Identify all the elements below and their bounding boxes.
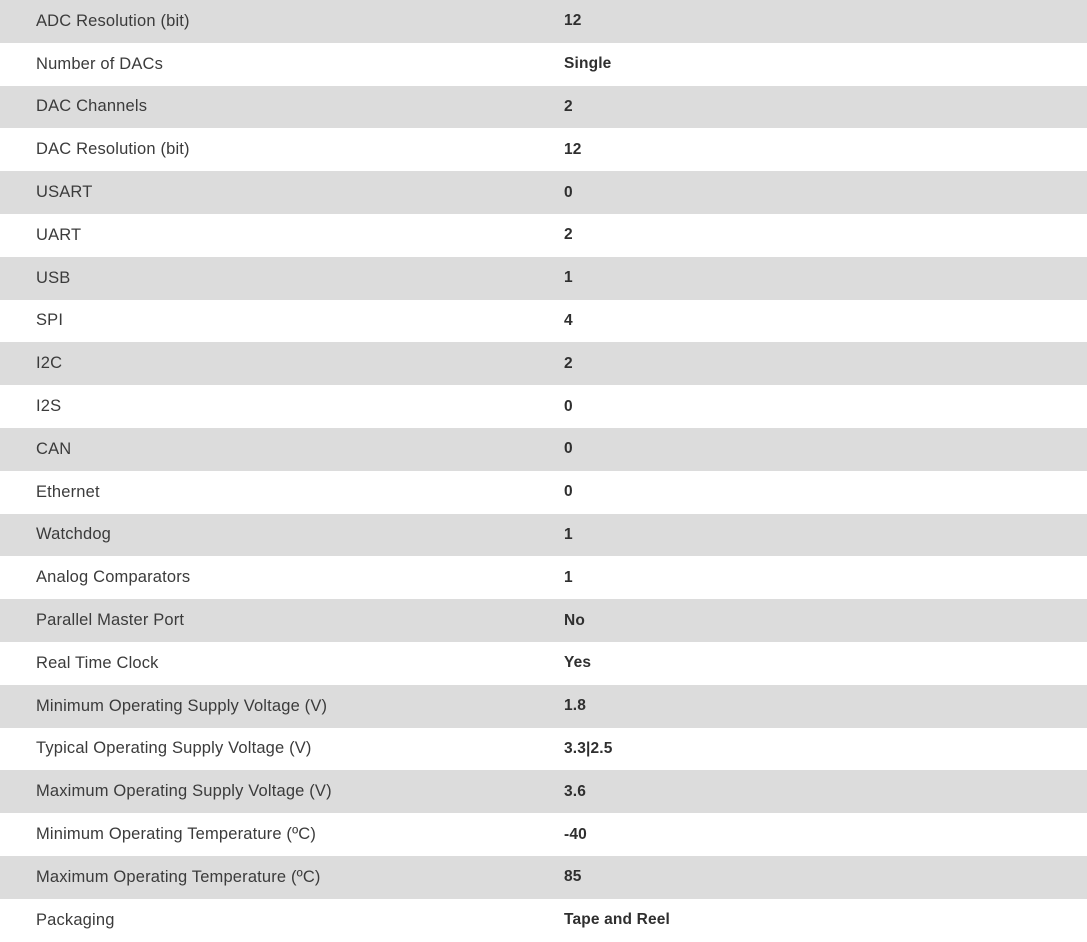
spec-value: 2 [564, 97, 573, 115]
spec-label: SPI [36, 311, 64, 330]
spec-label: Minimum Operating Supply Voltage (V) [36, 696, 328, 715]
spec-value: Yes [564, 654, 592, 672]
table-row [0, 300, 1087, 343]
spec-label: Typical Operating Supply Voltage (V) [36, 739, 312, 758]
table-row [0, 385, 1087, 428]
spec-label: Packaging [36, 910, 115, 929]
spec-value: 4 [564, 311, 573, 329]
table-row [0, 556, 1087, 599]
spec-label: Minimum Operating Temperature (ºC) [36, 825, 317, 844]
spec-label: Watchdog [36, 525, 111, 544]
spec-value: 0 [564, 440, 573, 458]
table-row [0, 856, 1087, 899]
spec-label: Number of DACs [36, 54, 164, 73]
table-row [0, 685, 1087, 728]
table-row [0, 171, 1087, 214]
spec-value: 1.8 [564, 697, 587, 715]
table-row [0, 128, 1087, 171]
spec-label: I2C [36, 354, 63, 373]
spec-value: 2 [564, 226, 573, 244]
spec-label: Ethernet [36, 482, 100, 501]
spec-label: Maximum Operating Supply Voltage (V) [36, 782, 332, 801]
spec-label: I2S [36, 397, 62, 416]
spec-value: 2 [564, 354, 573, 372]
spec-label: Analog Comparators [36, 568, 191, 587]
spec-value: 1 [564, 269, 573, 287]
spec-label: Maximum Operating Temperature (ºC) [36, 867, 321, 886]
table-row [0, 428, 1087, 471]
spec-label: DAC Resolution (bit) [36, 140, 190, 159]
spec-label: DAC Channels [36, 97, 148, 116]
spec-value: 0 [564, 483, 573, 501]
table-row [0, 770, 1087, 813]
spec-value: Tape and Reel [564, 911, 670, 929]
spec-value: 1 [564, 525, 573, 543]
table-row [0, 257, 1087, 300]
spec-value: 12 [564, 12, 582, 30]
spec-value: 0 [564, 183, 573, 201]
spec-label: CAN [36, 439, 72, 458]
table-row [0, 514, 1087, 557]
spec-value: 3.6 [564, 782, 587, 800]
table-row [0, 813, 1087, 856]
spec-value: 1 [564, 568, 573, 586]
spec-label: ADC Resolution (bit) [36, 11, 190, 30]
table-row [0, 471, 1087, 514]
spec-label: Parallel Master Port [36, 611, 185, 630]
spec-value: Single [564, 55, 612, 73]
table-row [0, 642, 1087, 685]
table-row [0, 899, 1087, 942]
spec-value: 85 [564, 868, 582, 886]
table-row [0, 0, 1087, 43]
table-row [0, 86, 1087, 129]
spec-value: 0 [564, 397, 573, 415]
spec-label: Real Time Clock [36, 653, 159, 672]
spec-label: UART [36, 225, 82, 244]
spec-value: 12 [564, 140, 582, 158]
table-row [0, 214, 1087, 257]
spec-value: -40 [564, 825, 587, 843]
spec-label: USART [36, 183, 93, 202]
table-row [0, 43, 1087, 86]
table-row [0, 342, 1087, 385]
table-row [0, 599, 1087, 642]
spec-label: USB [36, 268, 71, 287]
spec-value: 3.3|2.5 [564, 739, 613, 757]
spec-value: No [564, 611, 585, 629]
table-row [0, 728, 1087, 771]
